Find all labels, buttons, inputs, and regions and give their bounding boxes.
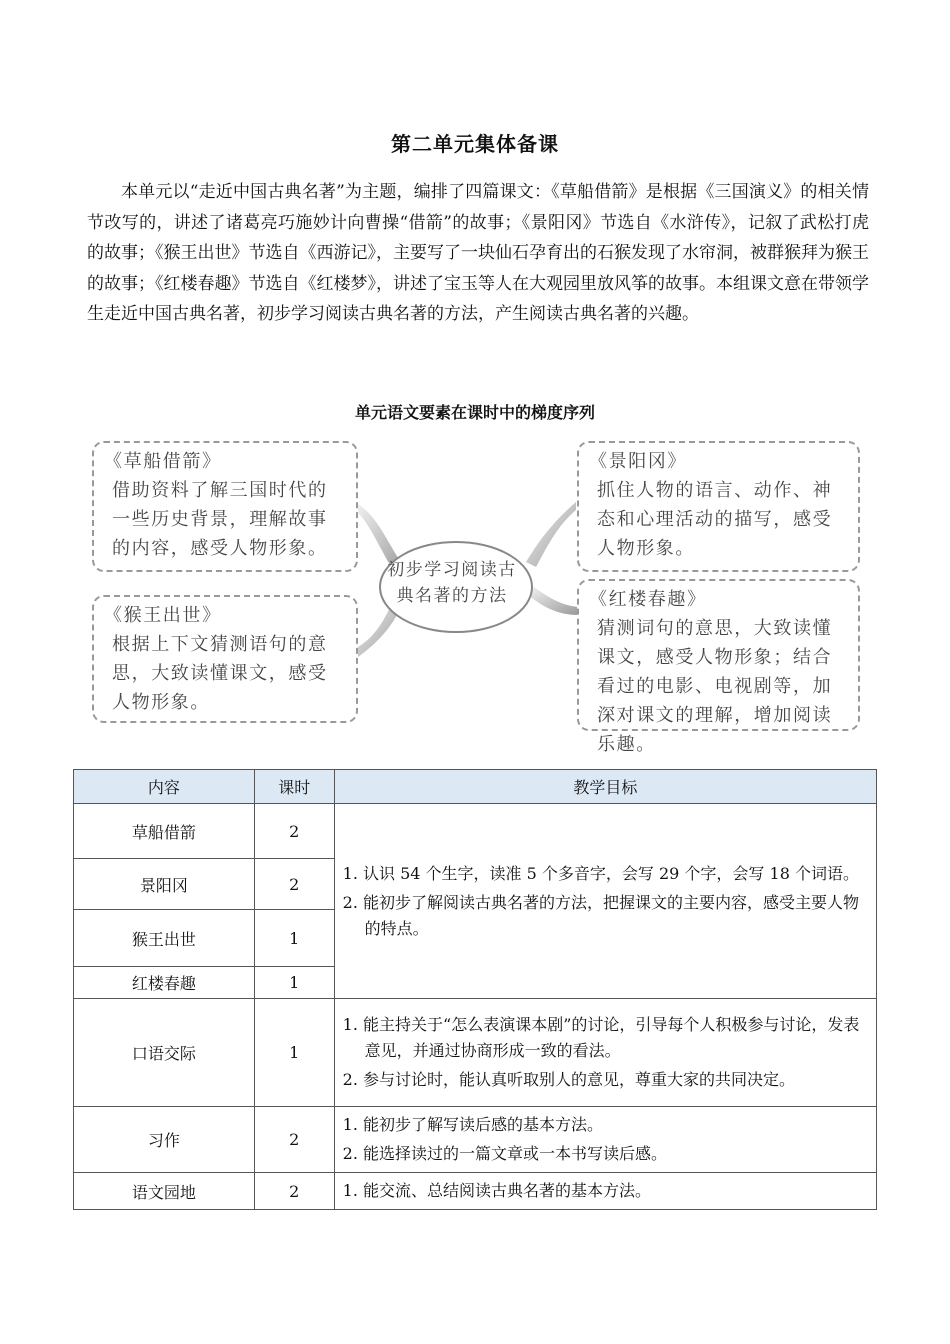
cell-content: 习作: [74, 1107, 255, 1173]
goal-item: 2. 能初步了解阅读古典名著的方法，把握课文的主要内容，感受主要人物的特点。: [342, 892, 860, 938]
intro-paragraph: 本单元以“走近中国古典名著”为主题，编排了四篇课文：《草船借箭》是根据《三国演义》的相关情节改写的，讲述了诸葛亮巧施妙计向曹操“借箭”的故事；《景阳冈》节选自《水浒传》，记叙了武松打虎的故事；《猴王出世》节选自《西游记》，主要写了一块仙石孕育出的石猴发现了水帘洞，被群猴拜为猴王的故事；《红楼春趣》节选自《红楼梦》，讲述了宝玉等人在大观园里放风筝的故事。本组课文意在带领学生走近中国古典名著，初步学习阅读古典名著的方法，产生阅读古典名著的兴趣。: [87, 182, 869, 324]
mind-map: [88, 435, 863, 755]
box-title: 《草船借箭》: [104, 451, 222, 472]
box-title: 《景阳冈》: [589, 451, 687, 472]
cell-content: 景阳冈: [74, 859, 255, 910]
cell-hours: 1: [254, 999, 334, 1107]
box-body: 猜测词句的意思，大致读懂课文，感受人物形象；结合看过的电影、电视剧等，加深对课文的理解，增加阅读乐趣。: [597, 618, 833, 755]
cell-content: 语文园地: [74, 1173, 255, 1210]
cell-hours: 1: [254, 910, 334, 967]
page-title: 第二单元集体备课: [391, 132, 559, 156]
box-title: 《猴王出世》: [104, 605, 222, 626]
goal-item: 1. 能交流、总结阅读古典名著的基本方法。: [342, 1181, 652, 1200]
cell-content: 口语交际: [74, 999, 255, 1107]
goal-item: 2. 能选择读过的一篇文章或一本书写读后感。: [342, 1144, 668, 1163]
center-topic: 初步学习阅读古典名著的方法: [387, 560, 517, 606]
cell-hours: 1: [254, 967, 334, 999]
lesson-plan-table: [73, 769, 877, 1210]
goal-item: 1. 能初步了解写读后感的基本方法。: [342, 1115, 604, 1134]
diagram-title: 单元语文要素在课时中的梯度序列: [354, 403, 595, 422]
header-goals: 教学目标: [334, 770, 876, 804]
table-row: [74, 1107, 877, 1173]
cell-content: 草船借箭: [74, 804, 255, 859]
box-jingyanggang: [577, 441, 860, 572]
cell-goals-oral: [334, 999, 876, 1107]
table-row: [74, 999, 877, 1107]
goal-item: 1. 能主持关于“怎么表演课本剧”的讨论，引导每个人积极参与讨论，发表意见，并通过协商形成一致的看法。: [342, 1015, 860, 1060]
cell-hours: 2: [254, 804, 334, 859]
cell-hours: 2: [254, 859, 334, 910]
cell-goals-garden: [334, 1173, 876, 1210]
table-header-row: [74, 770, 877, 804]
connector-bottom-right: [528, 587, 578, 615]
table-row: [74, 804, 877, 859]
header-hours: 课时: [254, 770, 334, 804]
box-body: 抓住人物的语言、动作、神态和心理活动的描写，感受人物形象。: [597, 480, 833, 559]
box-houwangchushi: [92, 595, 358, 723]
box-body: 借助资料了解三国时代的一些历史背景，理解故事的内容，感受人物形象。: [112, 480, 328, 559]
cell-content: 猴王出世: [74, 910, 255, 967]
goal-item: 1. 认识 54 个生字，读准 5 个多音字，会写 29 个字，会写 18 个词语。: [342, 863, 859, 883]
cell-goals-reading: [334, 804, 876, 999]
box-title: 《红楼春趣》: [589, 589, 707, 610]
box-hongloucunqu: [577, 579, 860, 755]
cell-hours: 2: [254, 1107, 334, 1173]
cell-content: 红楼春趣: [74, 967, 255, 999]
goal-item: 2. 参与讨论时，能认真听取别人的意见，尊重大家的共同决定。: [342, 1070, 796, 1089]
box-body: 根据上下文猜测语句的意思，大致读懂课文，感受人物形象。: [112, 634, 328, 713]
table-row: [74, 1173, 877, 1210]
header-content: 内容: [74, 770, 255, 804]
cell-goals-writing: [334, 1107, 876, 1173]
cell-hours: 2: [254, 1173, 334, 1210]
connector-top-right: [526, 502, 576, 567]
box-caochuanjiejian: [92, 441, 358, 572]
